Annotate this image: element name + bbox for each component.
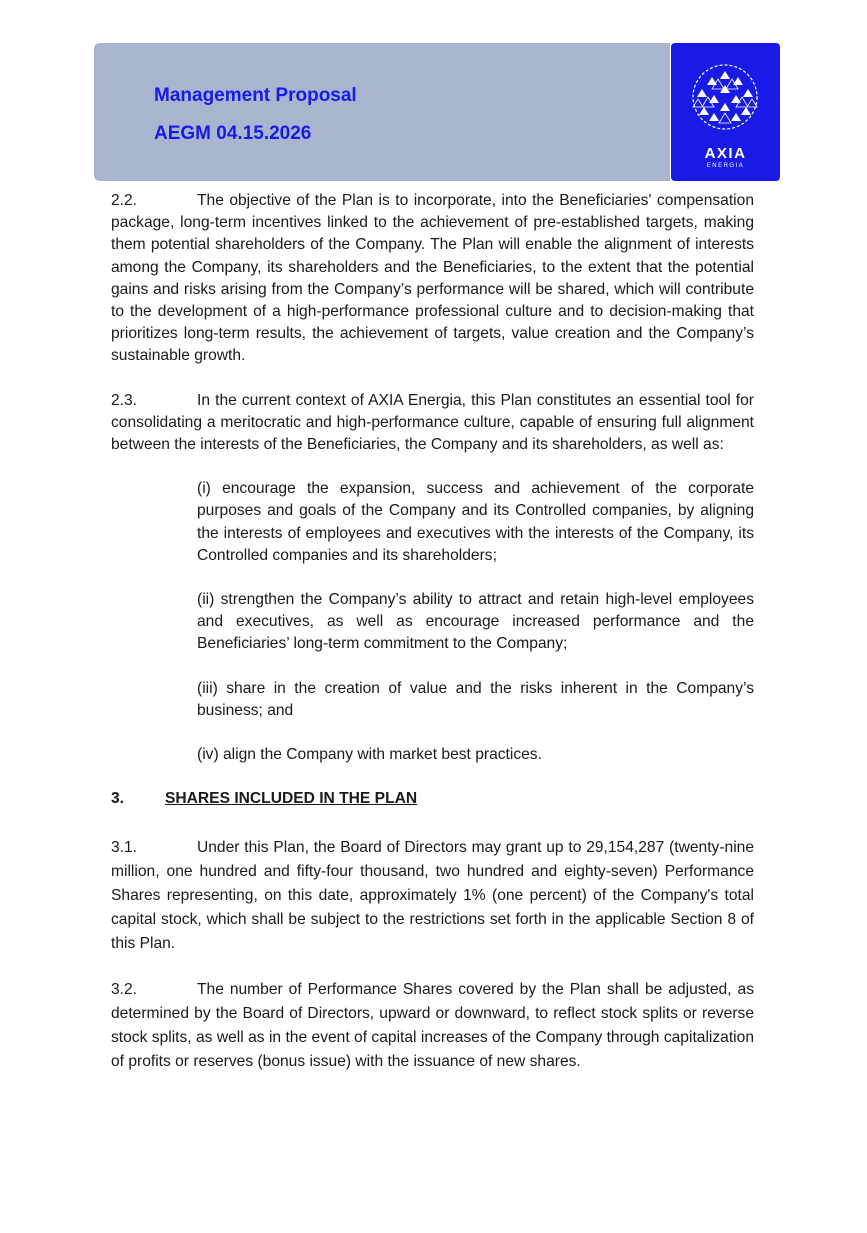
clause-2-3: [111, 390, 754, 457]
section-number: 3.: [111, 790, 125, 808]
clause-2-2: [111, 190, 754, 368]
clause-number: 2.3.: [111, 391, 138, 409]
globe-icon: [690, 63, 760, 131]
logo-wordmark: AXIA: [704, 145, 747, 162]
clause-number: 3.1.: [111, 839, 138, 857]
section-title: SHARES INCLUDED IN THE PLAN: [165, 790, 418, 808]
axia-logo: [671, 43, 780, 181]
clause-3-1: [111, 836, 754, 956]
clause-text: Under this Plan, the Board of Directors may grant up to 29,154,287 (twenty-nine million, one hundred and fifty-four thousand, two hundred and eighty-seven) Performance Shares representing, on this date, approximately 1% (one percent) of the Company's total capital stock, which shall be subject to the restrictions set forth in the applicable Section 8 of this Plan.: [111, 839, 754, 953]
clause-number: 2.2.: [111, 192, 138, 209]
list-item-iii: (iii) share in the creation of value and the risks inherent in the Company’s business; and: [197, 679, 754, 719]
list-item-i: (i) encourage the expansion, success and achievement of the corporate purposes and goals of the Company and its Controlled companies, by aligning the interests of employees and executives with the interests of the Company, its Controlled companies and its shareholders;: [197, 480, 754, 564]
clause-text: In the current context of AXIA Energia, this Plan constitutes an essential tool for consolidating a meritocratic and high-performance culture, capable of ensuring full alignment between the interests of the Beneficiaries, the Company and its shareholders, as well as:: [111, 391, 754, 454]
clause-3-2: [111, 978, 754, 1074]
document-body: [111, 190, 754, 1096]
header-band: [94, 43, 670, 181]
logo-subtext: ENERGIA: [706, 163, 745, 169]
list-item-ii: (ii) strengthen the Company’s ability to attract and retain high-level employees and executives, as well as encourage increased performance and the Beneficiaries’ long-term commitment to the Company;: [197, 591, 754, 653]
clause-text: The number of Performance Shares covered by the Plan shall be adjusted, as determined by the Board of Directors, upward or downward, to reflect stock splits or reverse stock splits, as well as in the event of capital increases of the Company through capitalization of profits or reserves (bonus issue) with the issuance of new shares.: [111, 981, 754, 1071]
document-title: Management Proposal: [154, 85, 357, 106]
section-3-heading: [111, 788, 754, 810]
list-item-iv: (iv) align the Company with market best practices.: [197, 746, 542, 764]
meeting-date: AEGM 04.15.2026: [154, 123, 312, 144]
clause-text: The objective of the Plan is to incorporate, into the Beneficiaries' compensation package, long-term incentives linked to the achievement of pre-established targets, making them potential shareholders of the Company. The Plan will enable the alignment of interests among the Company, its shareholders and the Beneficiaries, to the extent that the potential gains and risks arising from the Company’s performance will be shared, which will contribute to the development of a high-performance professional culture and to decision-making that prioritizes long-term results, the achievement of targets, value creation and the Company’s sustainable growth.: [111, 192, 754, 365]
clause-number: 3.2.: [111, 981, 138, 999]
